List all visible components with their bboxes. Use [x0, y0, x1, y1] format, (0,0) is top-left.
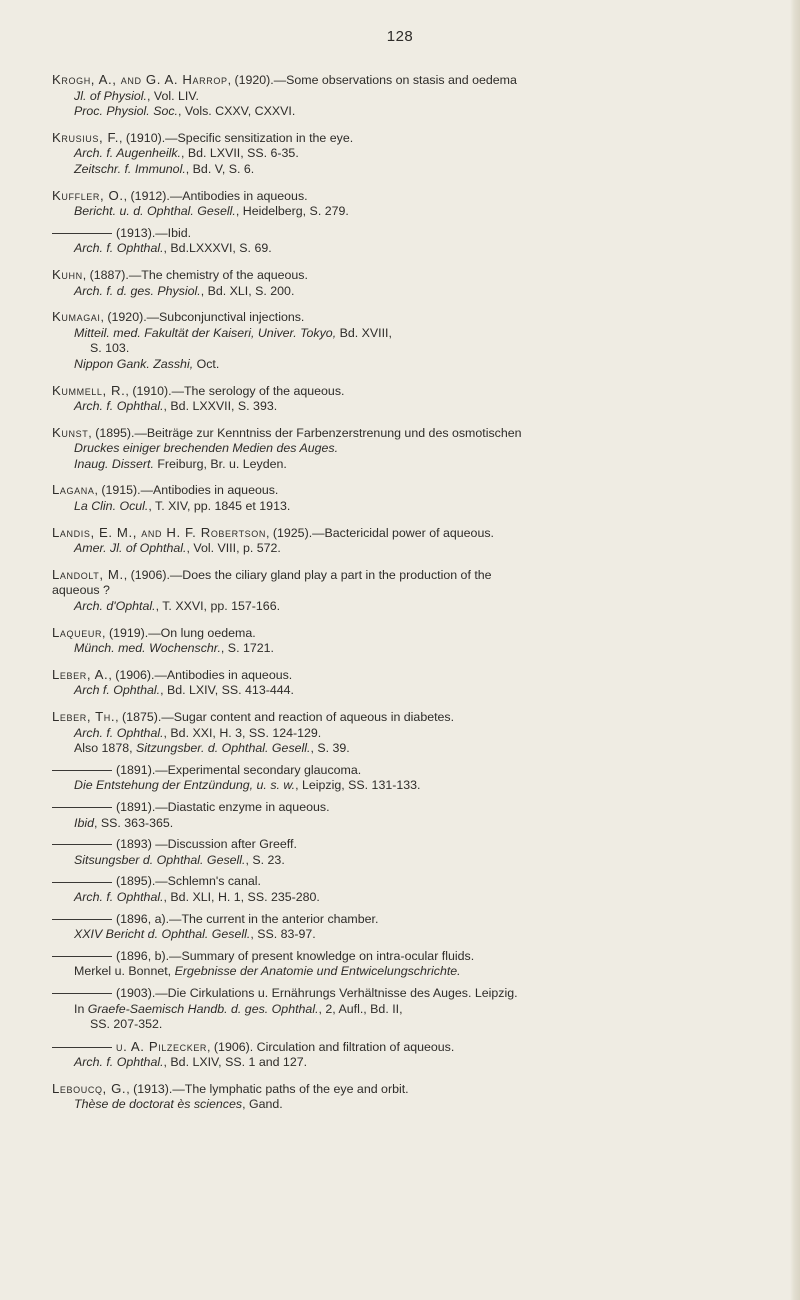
entry-author: Kuhn: [52, 266, 83, 282]
entry-year: (1910).: [125, 130, 166, 145]
citation-source: Ibid: [74, 815, 94, 830]
entry-heading: [52, 986, 752, 1002]
entry-year: (1906).: [213, 1039, 254, 1054]
entry-citation: [52, 162, 752, 178]
entry-citation: [52, 341, 752, 357]
entry-title: —Subconjunctival injections.: [146, 310, 305, 325]
citation-source: Arch. f. Ophthal.: [74, 725, 164, 740]
citation-details: , 2, Aufl., Bd. II,: [318, 1001, 403, 1016]
citation-source: Inaug. Dissert.: [74, 456, 154, 471]
citation-source: Arch. f. Ophthal.: [74, 1055, 164, 1070]
bibliography-entry: [52, 425, 752, 473]
entry-heading: Landolt, M., (1906).—Does the ciliary gland play a part in the production of the: [52, 566, 492, 582]
citation-source: Nippon Gank. Zasshi,: [74, 356, 194, 371]
entry-citation: [52, 326, 752, 342]
bibliography-entry: [52, 72, 752, 120]
citation-prefix: Also 1878,: [74, 741, 136, 756]
ditto-rule: [52, 1047, 112, 1048]
entry-year: (1887).: [89, 267, 129, 282]
bibliography-entry: [52, 309, 752, 372]
entry-title: —The lymphatic paths of the eye and orbit.: [172, 1081, 409, 1096]
bibliography-entry: [52, 763, 752, 794]
entry-year: (1920).: [107, 310, 147, 325]
entry-citation: [52, 284, 752, 300]
entry-citation: [52, 890, 752, 906]
entry-author: Kumagai: [52, 309, 101, 325]
citation-details: , Bd. XXI, H. 3, SS. 124-129.: [163, 725, 322, 740]
entry-title: —On lung oedema.: [148, 625, 256, 640]
ditto-rule: [52, 807, 112, 808]
bibliography-entry: [52, 949, 752, 980]
citation-prefix: Merkel u. Bonnet,: [74, 964, 175, 979]
citation-details: , Bd. LXXVII, S. 393.: [163, 399, 278, 414]
entry-heading: [52, 949, 752, 965]
entry-heading: Krogh, A., and G. A. Harrop, (1920).—Some observations on stasis and oedema: [52, 72, 517, 87]
entry-citation: [52, 357, 752, 373]
entry-heading: Leber, Th., (1875).—Sugar content and reaction of aqueous in diabetes.: [52, 709, 455, 724]
entry-citation: [52, 1017, 752, 1033]
entry-author: u. A. Pilzecker: [116, 1038, 208, 1054]
entry-citation: [52, 683, 752, 699]
bibliography-entry: [52, 667, 752, 699]
entry-citation: [52, 778, 752, 794]
entry-citation: [52, 146, 752, 162]
citation-source: Amer. Jl. of Ophthal.: [74, 541, 187, 556]
entry-title: —Bactericidal power of aqueous.: [312, 525, 494, 540]
citation-source: Thèse de doctorat ès sciences: [74, 1097, 243, 1112]
bibliography-entry: [52, 1039, 752, 1071]
bibliography-entry: [52, 874, 752, 905]
entry-title: —The serology of the aqueous.: [171, 383, 345, 398]
entry-citation: [52, 541, 752, 557]
bibliography-entry: [52, 130, 752, 178]
entry-heading: Kumagai, (1920).—Subconjunctival injections.: [52, 309, 305, 325]
entry-heading: Leboucq, G., (1913).—The lymphatic paths of the eye and orbit.: [52, 1080, 409, 1096]
citation-details: , S. 23.: [245, 852, 285, 867]
bibliography-entry: [52, 482, 752, 514]
bibliography-entry: [52, 383, 752, 415]
entry-title: —The chemistry of the aqueous.: [128, 267, 308, 282]
entry-author: Landolt, M.: [52, 566, 124, 582]
entry-author: Lagana: [52, 482, 95, 498]
entry-year: (1896, b).: [116, 948, 170, 963]
entry-heading: [52, 800, 752, 816]
citation-source: Arch. f. Ophthal.: [74, 241, 164, 256]
ditto-rule: [52, 919, 112, 920]
bibliography-entry: [52, 709, 752, 757]
entry-author: Krusius, F.: [52, 129, 119, 145]
bibliography-entry: [52, 188, 752, 220]
entry-citation: [52, 964, 752, 980]
citation-details: , Bd. XLI, H. 1, SS. 235-280.: [163, 889, 320, 904]
entry-title: —Does the ciliary gland play a part in the production of the: [169, 567, 492, 582]
ditto-rule: [52, 233, 112, 234]
citation-details: Freiburg, Br. u. Leyden.: [153, 456, 287, 471]
entry-year: (1913).: [133, 1081, 173, 1096]
entry-year: (1915).: [101, 483, 141, 498]
citation-source: Bericht. u. d. Ophthal. Gesell.: [74, 204, 236, 219]
citation-source: Proc. Physiol. Soc.: [74, 104, 178, 119]
citation-source: Jl. of Physiol.: [74, 88, 147, 103]
entry-author: Landis, E. M., and H. F. Robertson: [52, 524, 266, 540]
bibliography-entry: [52, 625, 752, 657]
entry-citation: [52, 741, 752, 757]
entry-title: —Some observations on stasis and oedema: [273, 73, 517, 87]
entry-title: —Antibodies in aqueous.: [169, 188, 308, 203]
citation-details: , Bd. LXVII, SS. 6-35.: [180, 146, 299, 161]
citation-source: Arch. f. Ophthal.: [74, 399, 164, 414]
citation-source: Graefe-Saemisch Handb. d. ges. Ophthal.: [87, 1001, 319, 1016]
citation-source: Arch. f. d. ges. Physiol.: [74, 283, 201, 298]
entry-citation: [52, 204, 752, 220]
citation-details: , S. 1721.: [220, 641, 274, 656]
entry-citation: [52, 441, 752, 457]
citation-source: Arch. d'Ophtal.: [74, 599, 156, 614]
entry-heading: [52, 226, 752, 242]
entry-year: (1875).: [122, 710, 162, 724]
ditto-rule: [52, 770, 112, 771]
entry-year: (1891).: [116, 762, 156, 777]
entry-citation: [52, 853, 752, 869]
citation-details: , SS. 363-365.: [93, 815, 174, 830]
citation-details: , Vol. VIII, p. 572.: [186, 541, 281, 556]
citation-source: Sitzungsber. d. Ophthal. Gesell.: [136, 741, 311, 756]
entry-title: Circulation and filtration of aqueous.: [253, 1039, 455, 1054]
citation-details: , Bd. V, S. 6.: [185, 161, 255, 176]
entry-heading: [52, 763, 752, 779]
entry-heading: [52, 874, 752, 890]
bibliography-entry: [52, 800, 752, 831]
entry-citation: [52, 583, 752, 599]
entry-year: (1925).: [272, 525, 313, 540]
entry-heading: Laqueur, (1919).—On lung oedema.: [52, 624, 256, 640]
citation-source: Die Entstehung der Entzündung, u. s. w.: [74, 778, 296, 793]
entry-year: (1895).: [95, 425, 135, 440]
ditto-rule: [52, 993, 112, 994]
entry-heading: Kummell, R., (1910).—The serology of the aqueous.: [52, 382, 345, 398]
citation-source: Zeitschr. f. Immunol.: [74, 161, 186, 176]
citation-details: , Bd. LXIV, SS. 413-444.: [160, 683, 294, 698]
bibliography-entry: [52, 226, 752, 257]
citation-source: XXIV Bericht d. Ophthal. Gesell.: [74, 927, 251, 942]
citation-details: , Bd. LXIV, SS. 1 and 127.: [163, 1055, 308, 1070]
entry-heading: [52, 837, 752, 853]
entry-citation: [52, 599, 752, 615]
entry-year: (1906).: [115, 667, 155, 682]
entry-author: Kuffler, O.: [52, 187, 124, 203]
ditto-rule: [52, 844, 112, 845]
entry-citation: [52, 457, 752, 473]
entry-citation: [52, 89, 752, 105]
entry-title: —Ibid.: [155, 225, 192, 240]
page-number: 128: [386, 28, 414, 45]
entry-year: (1912).: [130, 188, 170, 203]
entry-author: Kummell, R.: [52, 382, 126, 398]
entry-title: —Experimental secondary glaucoma.: [155, 762, 362, 777]
citation-source: La Clin. Ocul.: [74, 499, 149, 514]
entry-year: (1910).: [132, 383, 172, 398]
entry-author: Leboucq, G.: [52, 1080, 127, 1096]
citation-details: , Vols. CXXV, CXXVI.: [177, 104, 296, 119]
entry-author: Kunst: [52, 424, 89, 440]
citation-prefix: In: [74, 1001, 88, 1016]
entry-title: —Discussion after Greeff.: [151, 837, 297, 852]
entry-citation: [52, 927, 752, 943]
entry-author: Leber, Th.: [52, 709, 116, 724]
entry-citation: [52, 641, 752, 657]
entry-citation: [52, 726, 752, 742]
entry-year: (1891).: [116, 799, 156, 814]
entry-heading: Kuffler, O., (1912).—Antibodies in aqueous.: [52, 187, 308, 203]
entry-title: —Sugar content and reaction of aqueous in diabetes.: [161, 710, 455, 724]
entry-title: —Antibodies in aqueous.: [154, 667, 293, 682]
entry-citation: [52, 1002, 752, 1018]
citation-details: , S. 39.: [310, 741, 350, 756]
entry-heading: Kunst, (1895).—Beiträge zur Kenntniss der Farbenzerstrenung und des osmotischen: [52, 424, 522, 440]
entry-year: (1893): [116, 837, 152, 852]
citation-details: , Heidelberg, S. 279.: [235, 204, 349, 219]
entry-citation: [52, 1097, 752, 1113]
bibliography-entry: [52, 525, 752, 557]
entry-title: —Summary of present knowledge on intra-ocular fluids.: [169, 948, 475, 963]
citation-details: S. 103.: [90, 341, 130, 356]
entry-year: (1906).: [130, 567, 170, 582]
citation-source: Arch f. Ophthal.: [74, 683, 161, 698]
citation-source: Münch. med. Wochenschr.: [74, 641, 221, 656]
entry-year: (1920).: [234, 73, 274, 87]
citation-source: Arch. f. Ophthal.: [74, 889, 164, 904]
entry-year: (1896, a).: [116, 911, 170, 926]
citation-details: SS. 207-352.: [90, 1017, 163, 1032]
entry-title: —Beiträge zur Kenntniss der Farbenzerstrenung und des osmotischen: [134, 425, 522, 440]
entry-title: —Specific sensitization in the eye.: [165, 130, 354, 145]
entry-heading: u. A. Pilzecker, (1906). Circulation and filtration of aqueous.: [52, 1039, 752, 1056]
entry-title: —The current in the anterior chamber.: [169, 911, 379, 926]
entry-year: (1913).: [116, 225, 156, 240]
entry-citation: [52, 816, 752, 832]
citation-details: , SS. 83-97.: [250, 927, 316, 942]
citation-details: , T. XXVI, pp. 157-166.: [155, 599, 281, 614]
entry-heading: Krusius, F., (1910).—Specific sensitization in the eye.: [52, 129, 354, 145]
entry-year: (1919).: [108, 625, 149, 640]
ditto-rule: [52, 882, 112, 883]
entry-citation: [52, 1055, 752, 1071]
bibliography-entry: [52, 837, 752, 868]
citation-source: Sitsungsber d. Ophthal. Gesell.: [74, 852, 246, 867]
entry-citation: [52, 499, 752, 515]
citation-details: aqueous ?: [52, 583, 110, 598]
entry-heading: Kuhn, (1887).—The chemistry of the aqueous.: [52, 266, 308, 282]
page-edge-shadow: [790, 0, 800, 1300]
entry-citation: [52, 241, 752, 257]
entry-citation: [52, 399, 752, 415]
entry-author: Krogh, A., and G. A. Harrop: [52, 72, 228, 87]
citation-details: , T. XIV, pp. 1845 et 1913.: [148, 499, 291, 514]
bibliography-entry: [52, 986, 752, 1033]
entry-title: —Die Cirkulations u. Ernährungs Verhältnisse des Auges. Leipzig.: [155, 985, 518, 1000]
entry-title: —Diastatic enzyme in aqueous.: [155, 799, 330, 814]
citation-details: Bd. XVIII,: [336, 325, 392, 340]
entry-heading: [52, 912, 752, 928]
citation-source: Arch. f. Augenheilk.: [74, 146, 181, 161]
entry-heading: Landis, E. M., and H. F. Robertson, (1925).—Bactericidal power of aqueous.: [52, 524, 494, 540]
bibliography-list: [52, 72, 752, 1123]
entry-year: (1903).: [116, 985, 156, 1000]
entry-title: —Schlemn's canal.: [155, 874, 261, 889]
citation-source: Ergebnisse der Anatomie und Entwicelungschrichte.: [174, 964, 461, 979]
bibliography-entry: [52, 912, 752, 943]
entry-year: (1895).: [116, 874, 156, 889]
citation-details: , Leipzig, SS. 131-133.: [295, 778, 421, 793]
citation-details: Oct.: [193, 356, 220, 371]
entry-heading: Leber, A., (1906).—Antibodies in aqueous.: [52, 666, 293, 682]
entry-title: —Antibodies in aqueous.: [140, 483, 279, 498]
entry-author: Laqueur: [52, 624, 103, 640]
bibliography-entry: [52, 267, 752, 299]
entry-heading: Lagana, (1915).—Antibodies in aqueous.: [52, 482, 279, 498]
entry-author: Leber, A.: [52, 666, 109, 682]
citation-details: , Bd.LXXXVI, S. 69.: [163, 241, 272, 256]
bibliography-entry: [52, 567, 752, 615]
citation-details: , Bd. XLI, S. 200.: [200, 283, 295, 298]
citation-source: Mitteil. med. Fakultät der Kaiseri, Univer. Tokyo,: [74, 325, 337, 340]
ditto-rule: [52, 956, 112, 957]
entry-citation: [52, 104, 752, 120]
citation-details: , Vol. LIV.: [147, 88, 199, 103]
citation-details: , Gand.: [242, 1097, 283, 1112]
citation-source: Druckes einiger brechenden Medien des Auges.: [74, 441, 339, 456]
bibliography-entry: [52, 1081, 752, 1113]
